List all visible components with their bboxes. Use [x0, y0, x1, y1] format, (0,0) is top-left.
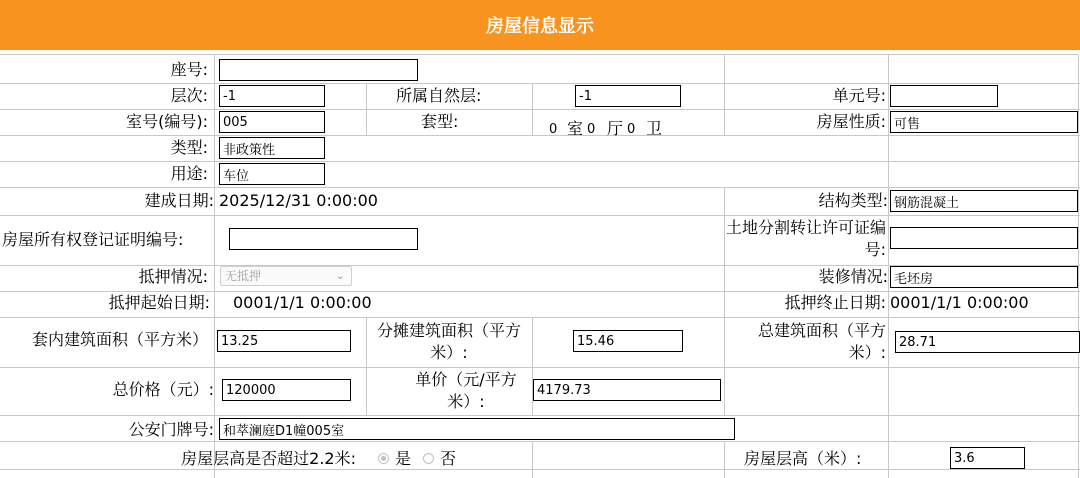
- mortgage-end-value: 0001/1/1 0:00:00: [890, 293, 1029, 312]
- seat-no-input[interactable]: [219, 59, 418, 81]
- mortgage-start-label: 抵押起始日期:: [108, 293, 210, 312]
- mortgage-select[interactable]: [220, 266, 352, 286]
- floor-label: 层次:: [170, 86, 208, 105]
- unit-no-label: 单元号:: [832, 86, 886, 105]
- shared-area-label: 分摊建筑面积（平方米）:: [376, 321, 521, 362]
- height-over-no-radio[interactable]: [423, 453, 434, 464]
- address-input[interactable]: [219, 418, 735, 440]
- mortgage-label: 抵押情况:: [138, 267, 208, 286]
- total-area-input[interactable]: [895, 331, 1080, 353]
- floor-height-label: 房屋层高（米）:: [744, 449, 862, 468]
- type-label: 类型:: [170, 138, 208, 157]
- natural-floor-input[interactable]: [575, 85, 681, 107]
- inner-area-label: 套内建筑面积（平方米）: [31, 330, 208, 349]
- height-over-no-label: 否: [440, 449, 457, 468]
- ownership-cert-label: 房屋所有权登记证明编号:: [2, 230, 184, 249]
- decoration-input[interactable]: [890, 266, 1078, 288]
- usage-label: 用途:: [170, 164, 208, 183]
- unit-no-input[interactable]: [890, 85, 998, 107]
- property-nature-input[interactable]: [890, 111, 1078, 133]
- inner-area-input[interactable]: [217, 330, 351, 352]
- structure-type-label: 结构类型:: [818, 191, 888, 210]
- mortgage-select-value: 无抵押: [225, 269, 262, 283]
- build-date-value: 2025/12/31 0:00:00: [219, 191, 378, 210]
- floor-input[interactable]: [219, 85, 325, 107]
- type-input[interactable]: [219, 137, 325, 159]
- layout-hall-unit: 厅: [607, 119, 624, 138]
- page-title: 房屋信息显示: [0, 0, 1080, 50]
- natural-floor-label: 所属自然层:: [396, 86, 482, 105]
- height-over-yes-radio[interactable]: [378, 453, 389, 464]
- property-nature-label: 房屋性质:: [816, 112, 886, 131]
- height-over-yes-label: 是: [395, 449, 412, 468]
- total-price-input[interactable]: [222, 379, 351, 401]
- total-area-label: 总建筑面积（平方米）:: [757, 321, 886, 362]
- mortgage-end-label: 抵押终止日期:: [784, 293, 886, 312]
- ownership-cert-input[interactable]: [229, 228, 418, 250]
- address-label: 公安门牌号:: [128, 420, 214, 439]
- land-permit-label: 土地分割转让许可证编号:: [726, 218, 887, 259]
- floor-height-input[interactable]: [950, 447, 1025, 469]
- room-no-input[interactable]: [219, 111, 325, 133]
- total-price-label: 总价格（元）:: [112, 380, 214, 399]
- room-no-label: 室号(编号):: [126, 112, 208, 131]
- mortgage-start-value: 0001/1/1 0:00:00: [233, 293, 372, 312]
- layout-label: 套型:: [421, 112, 459, 131]
- layout-bath-count: 0: [627, 122, 636, 137]
- layout-room-unit: 室: [567, 119, 584, 138]
- layout-hall-count: 0: [587, 122, 596, 137]
- chevron-down-icon: ⌄: [335, 269, 345, 282]
- unit-price-input[interactable]: [533, 379, 721, 401]
- shared-area-input[interactable]: [573, 330, 683, 352]
- build-date-label: 建成日期:: [144, 191, 214, 210]
- structure-type-input[interactable]: [890, 190, 1078, 212]
- decoration-label: 装修情况:: [818, 267, 888, 286]
- seat-no-label: 座号:: [170, 60, 208, 79]
- layout-bath-unit: 卫: [646, 119, 663, 138]
- layout-room-count: 0: [549, 122, 558, 137]
- land-permit-input[interactable]: [890, 227, 1078, 249]
- usage-input[interactable]: [219, 163, 325, 185]
- unit-price-label: 单价（元/平方米）:: [415, 370, 517, 411]
- height-over-label: 房屋层高是否超过2.2米:: [181, 449, 356, 468]
